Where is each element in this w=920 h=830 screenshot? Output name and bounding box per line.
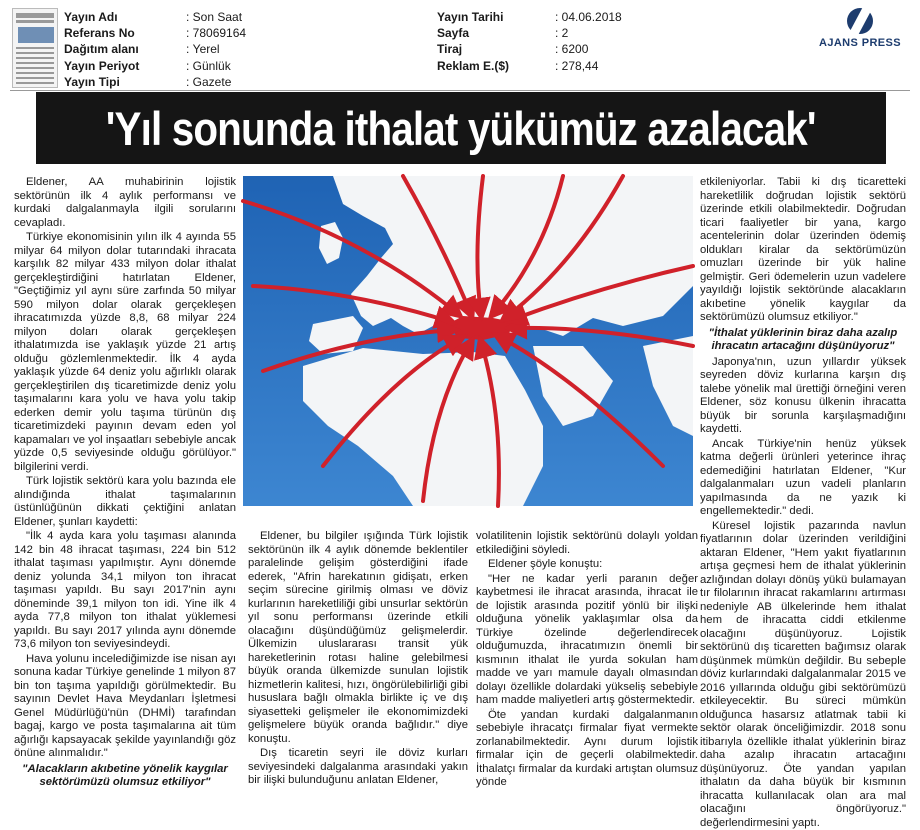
meta-row: Yayın Periyot : Günlük [64, 58, 246, 74]
meta-row: Tiraj : 6200 [437, 41, 622, 57]
header-divider [10, 90, 910, 91]
newspaper-thumbnail [12, 8, 58, 88]
article-column-2 [248, 530, 468, 804]
trade-routes-map [243, 176, 693, 506]
paragraph: "Her ne kadar yerli paranın değer kaybetmesi ile ihracat arasında, ihracat ile de lojistik arasında pozitif yönlü bir ilişki olduğuna yönelik yaklaşımlar olsa da Türkiye özelinde değerlendirecek olduğumuzda, ihracatımızın önemli bir kısmının ithalat ile yurda sokulan ham madde ve yarı mamule dayalı olmasından dolayı özellikle dolardaki yükseliş sebebiyle ham madde maliyetleri artış göstermektedir. [476, 573, 698, 708]
meta-value: 6200 [562, 41, 589, 57]
paragraph: Türkiye ekonomisinin yılın ilk 4 ayında 55 milyar 64 milyon dolar tutarındaki ihracata karşılık 82 milyar 433 milyon dolar ithalat gerçekleştirdiğini hatırlatan Eldener, "Geçtiğimiz yıl aynı süre zarfında 50 milyar 590 milyon dolar olarak gerçekleşen ihracatımızda yüzde 8,8, 68 milyar 224 milyon doları olarak gerçekleşen ithalatımızda ise yaklaşık yüzde 21 artış olduğu gözlemlenmektedir. İlk 4 ayda yaklaşık yüzde 64 deniz yolu ağırlıklı olarak gerçekleştirilen dış ticaretimizde deniz yolu taşımalarını kara yolu ve hava yolu takip ederken demir yolu taşıma türünün dış ticaretimizdeki payının devam eden yol kapamaları ve yol inşaatları sebebiyle ancak yüzde 0,5 seviyesinde olduğu görülüyor." bilgilerini verdi. [14, 231, 236, 474]
meta-row: Referans No : 78069164 [64, 25, 246, 41]
publication-meta-right [437, 9, 622, 74]
publication-meta-left [64, 9, 246, 90]
ajans-press-logo [810, 8, 910, 49]
paragraph: Ancak Türkiye'nin henüz yüksek katma değerli ürünleri yeterince ihraç edemediğini hatırlatan Eldener, "Kur dalgalanmaları uzun vadeli planların yapılmasında da ne yazık ki engellemektedir." dedi. [700, 438, 906, 519]
paragraph: "İlk 4 ayda kara yolu taşıması alanında 142 bin 48 ihracat taşıması, 224 bin 512 ithalat taşıması yapılmıştır. Aynı dönemde deniz yolunda 34,1 milyon ton ihracat taşıması yapıldı. Bu sayı 2017'nin aynı döneminde 39,1 milyon ton idi. Yine ilk 4 ayda 77,8 milyon ton ithalat yüklemesi yapıldı. Bu sayı 2017 yılında aynı dönemde 73,6 milyon ton seviyesindeydi. [14, 530, 236, 652]
paragraph: Eldener, bu bilgiler ışığında Türk lojistik sektörünün ilk 4 aylık dönemde beklentiler paralelinde gelişim gösterdiğini ifade ederek, "Afrin harekatının gidişatı, erken seçim sürecine girilmiş olması ve döviz kurlarının hareketliliği gibi unsurlar sektörün yıl sonu performansı üzerinde etkili olacağını düşündüğümüz gelişmelerdir. Ülkemizin uluslararası transit yük hareketlerinin rotası haline gelebilmesi büyük oranda ülkemizde sunulan lojistik hizmetlerin kalitesi, hızı, öngörülebilirliği gibi hususlara bağlı olmakla birlikte iç ve dış siyasetteki gelişmeler ile ekonomimizdeki gelişmelere büyük oranda bağlıdır." diye konuştu. [248, 530, 468, 746]
meta-key: Reklam E.($) [437, 58, 555, 74]
meta-row: Yayın Adı : Son Saat [64, 9, 246, 25]
meta-value: 04.06.2018 [562, 9, 622, 25]
subheading: "İthalat yüklerinin biraz daha azalıp ihracatın artacağını düşünüyoruz" [700, 327, 906, 354]
paragraph: volatilitenin lojistik sektörünü dolaylı yoldan etkilediğini söyledi. [476, 530, 698, 557]
article-column-3 [476, 530, 698, 804]
logo-text: AJANS PRESS [810, 37, 910, 49]
meta-key: Referans No [64, 25, 186, 41]
paragraph: Eldener şöyle konuştu: [476, 558, 698, 572]
meta-key: Tiraj [437, 41, 555, 57]
article-headline [36, 92, 886, 164]
paragraph: etkileniyorlar. Tabii ki dış ticaretteki hareketlilik doğrudan lojistik sektörü üzerinde etkili olabilmektedir. Doğrudan ticari faaliyetler bir yana, kargo acentelerinin dolar üzerinden ödemiş oldukları kiralar da sektörümüzün omuzları üzerinde bir yük haline gelmiştir. Geri ödemelerin uzun vadelere yayıldığı lojistik sektöründe alacakların akıbetine yönelik kaygılar da sektörümüzü olumsuz etkiliyor." [700, 176, 906, 325]
paragraph: Türk lojistik sektörü kara yolu bazında ele alındığında ithalat taşımalarının üstünlüğünün dikkati çektiğini anlatan Eldener, şunları kaydetti: [14, 475, 236, 529]
paragraph: Dış ticaretin seyri ile döviz kurları seviyesindeki dalgalanma arasındaki yakın bir ilişki bulunduğunu anlatan Eldener, [248, 747, 468, 788]
meta-value: Gazete [193, 74, 232, 90]
meta-key: Yayın Tarihi [437, 9, 555, 25]
article-column-1 [14, 176, 236, 804]
meta-key: Yayın Adı [64, 9, 186, 25]
meta-value: 278,44 [562, 58, 599, 74]
headline-text: 'Yıl sonunda ithalat yükümüz azalacak' [106, 101, 816, 156]
meta-key: Dağıtım alanı [64, 41, 186, 57]
meta-row: Sayfa : 2 [437, 25, 622, 41]
meta-value: Günlük [193, 58, 231, 74]
paragraph: Hava yolunu incelediğimizde ise nisan ayı sonuna kadar Türkiye genelinde 1 milyon 87 bin ton taşıma yapıldığı görülmektedir. Bu sayının Devlet Hava Meydanları İşletmesi Genel Müdürlüğü'nün (DHMİ) tarafından bagaj, kargo ve posta taşımalarına ait tüm ağırlığı kapsayacak şekilde yayınlandığı göz önüne alınmalıdır." [14, 653, 236, 761]
paragraph: Küresel lojistik pazarında navlun fiyatlarının dolar üzerinden verildiğini aktaran Eldener, "Hem yakıt fiyatlarının artışa geçmesi hem de ithalat yüklerinin azlığından dolayı dönüş yükü bulamayan tır filolarının ihracat rakamlarını artırması nedeniyle AB ülkelerinde hem ithalat hem de ihracatta ciddi etkilenme olacağını düşünüyoruz. Lojistik sektörünü dış ticaretten bağımsız olarak düşünmek mümkün değildir. Bu sebeple döviz kurlarındaki dalgalanmalar 2015 ve 2016 yıllarında olduğu gibi sektörümüzü etkileyecektir. Bu süreci mümkün olduğunca hasarsız atlatmak tabii ki sektör olarak önceliğimizdir. 2018 sonu itibarıyla özellikle ithalat yüklerinin biraz daha azalıp ihracatın artacağını düşünüyoruz. Öte yandan yapılan ithalatın da daha büyük bir kısmının ihracatta kullanılacak olan ara mal olacağını öngörüyoruz." değerlendirmesini yaptı. [700, 520, 906, 830]
paragraph: Öte yandan kurdaki dalgalanmanın sebebiyle ihracatçı firmalar fiyat vermekte zorlanabilmektedir. Aynı durum lojistik firmalar için de geçerli olabilmektedir. İthalatçı firmalar da kurdaki artıştan olumsuz yönde [476, 709, 698, 790]
meta-row: Reklam E.($) : 278,44 [437, 58, 622, 74]
meta-value: Son Saat [193, 9, 242, 25]
paragraph: Japonya'nın, uzun yıllardır yüksek seyreden döviz kurlarına karşın dış talebe yönelik mal ürettiği örneğini veren Eldener, söz konusu ülkenin ihracatta büyük bir sorunla karşılaşmadığını kaydetti. [700, 356, 906, 437]
meta-row: Dağıtım alanı : Yerel [64, 41, 246, 57]
map-illustration [243, 176, 693, 506]
meta-key: Yayın Periyot [64, 58, 186, 74]
meta-value: Yerel [193, 41, 220, 57]
meta-value: 2 [562, 25, 569, 41]
article-column-4 [700, 176, 906, 804]
subheading: "Alacakların akıbetine yönelik kaygılar sektörümüzü olumsuz etkiliyor" [14, 763, 236, 790]
meta-row: Yayın Tipi : Gazete [64, 74, 246, 90]
meta-key: Sayfa [437, 25, 555, 41]
meta-key: Yayın Tipi [64, 74, 186, 90]
meta-value: 78069164 [193, 25, 246, 41]
paragraph: Eldener, AA muhabirinin lojistik sektörünün ilk 4 aylık performansı ve kurdaki dalgalanmayla ilgili sorularını cevapladı. [14, 176, 236, 230]
meta-row: Yayın Tarihi : 04.06.2018 [437, 9, 622, 25]
ajans-press-logo-icon [847, 8, 873, 34]
